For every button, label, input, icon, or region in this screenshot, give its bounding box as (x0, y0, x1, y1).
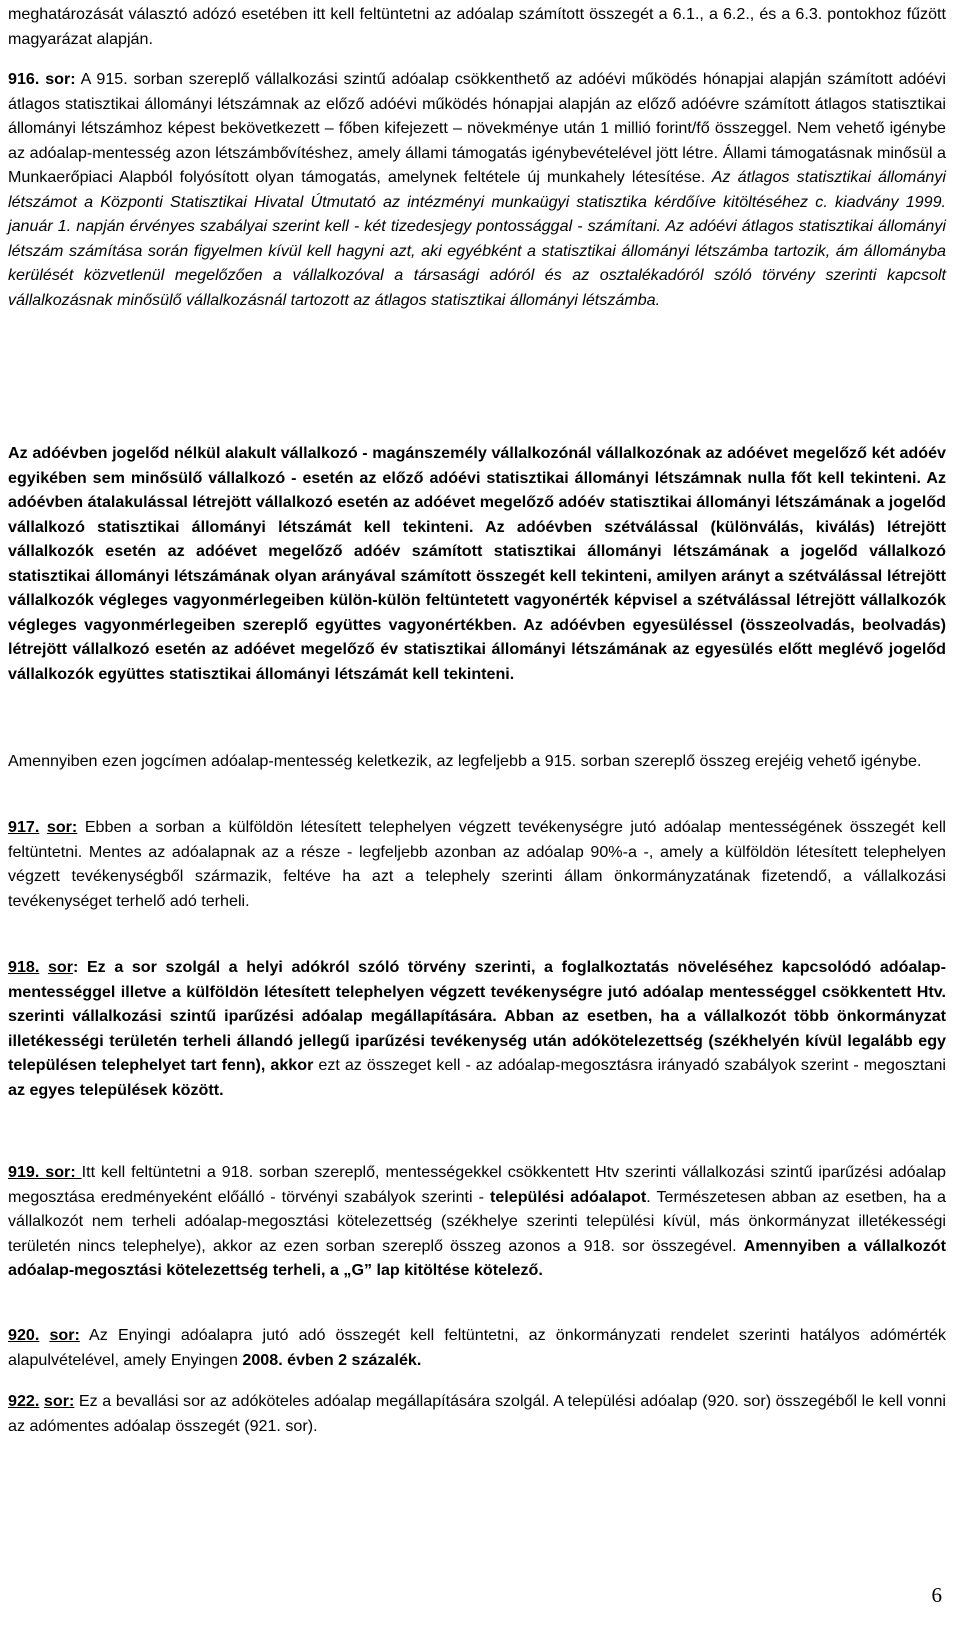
paragraph-text-bold: az egyes települések között. (8, 1080, 224, 1099)
row-label: 919. sor: (8, 1163, 82, 1181)
paragraph-922 (8, 1389, 946, 1438)
paragraph-920 (8, 1323, 946, 1372)
page-number: 6 (931, 1583, 942, 1607)
row-number: 918. (8, 958, 40, 976)
paragraph-text-normal: ezt az összeget kell - az adóalap-megosztásra irányadó szabályok szerint - megosztani (313, 1056, 946, 1074)
paragraph-text-bold: Amennyiben a vállalkozót adóalap-megosztási kötelezettség terheli, a „G” lap kitöltése kötelező. (8, 1236, 946, 1279)
paragraph-text: meghatározását választó adózó esetében itt kell feltüntetni az adóalap számított összegét a 6.1., a 6.2., és a 6.3. pontokhoz fűzött magyarázat alapján. (8, 5, 946, 48)
row-number: 922. (8, 1392, 40, 1410)
paragraph-text: Az adóévben jogelőd nélkül alakult vállalkozó - magánszemély vállalkozónál vállalkozónak az adóévet megelőző két adóév egyikében sem minősülő vállalkozó - esetén az előző adóévi statisztikai állományi létszámnak nulla főt kell tekinteni. Az adóévben átalakulással létrejött vállalkozó esetén az adóévet megelőző adóév statisztikai állományi létszámának a jogelőd vállalkozó statisztikai állományi létszámát kell tekinteni. Az adóévben szétválással (különválás, kiválás) létrejött vállalkozók esetén az adóévet megelőző adóév számított statisztikai állományi létszámának a jogelőd vállalkozó statisztikai állományi létszámának olyan arányával számított összegét kell tekinteni, amilyen arányt a szétválással létrejött vállalkozók végleges vagyonmérlegeiben külön-külön feltüntetett vagyonérték képvisel a szétválással létrejött vállalkozók végleges vagyonmérlegeiben szereplő együttes vagyonértékben. Az adóévben egyesüléssel (összeolvadás, beolvadás) létrejött vállalkozó esetén az adóévet megelőző év statisztikai állományi létszámának az egyesülés előtt meglévő jogelőd vállalkozók együttes statisztikai állományi létszámát kell tekinteni. (8, 444, 946, 683)
paragraph-text-bold: 2008. évben 2 százalék. (242, 1350, 422, 1369)
paragraph-intro (8, 2, 946, 51)
paragraph-text: Ez a sor szolgál a helyi adókról szóló törvény szerinti, a foglalkoztatás növeléséhez kapcsolódó adóalap-mentességgel illetve a külföldön létesített telephelyen végzett tevékenységre jutó adóalap mentességgel csökkentett Htv. szerinti vállalkozási szintű iparűzési adóalap megállapítására. Abban az esetben, ha a vállalkozót több önkormányzat illetékességi területén terheli állandó jellegű iparűzési tevékenység után adókötelezettség (székhelyén kívül legalább egy településen telephelyet tart fenn), akkor (8, 958, 947, 1074)
paragraph-text: Az Enyingi adóalapra jutó adó összegét kell feltüntetni, az önkormányzati rendelet szerinti hatályos adómérték alapulvételével, amely Enyingen (8, 1326, 946, 1369)
paragraph-text-italic: Az átlagos statisztikai állományi létszámot a Központi Statisztikai Hivatal Útmutató az intézményi munkaügyi statisztika kérdőíve kitöltéséhez c. kiadvány 1999. január 1. napján érvényes szabályai szerint kell - két tizedesjegy pontossággal - számítani. Az adóévi átlagos statisztikai állományi létszám számítása során figyelmen kívül kell hagyni azt, aki egyébként a statisztikai állományi létszámba tartozik, ám állományba kerülését közvetlenül megelőzően a vállalkozóval a társasági adóról és az osztalékadóról szóló törvény szerinti kapcsolt vállalkozásnak minősülő vállalkozásnál tartozott az átlagos statisztikai állományi létszámba. (8, 168, 946, 309)
row-label: sor: (43, 1392, 75, 1410)
paragraph-919 (8, 1160, 946, 1283)
paragraph-successor-rules (8, 441, 946, 686)
paragraph-text: A 915. sorban szereplő vállalkozási szintű adóalap csökkenthető az adóévi működés hónapjai alapján számított adóévi átlagos statisztikai állományi létszámnak az előző adóévi működés hónapjai alapján az előző adóévre számított átlagos statisztikai állományi létszámhoz képest bekövetkezett – főben kifejezett – növekménye után 1 millió forint/fő összeggel. Nem vehető igénybe az adóalap-mentesség azon létszámbővítéshez, amely állami támogatás igénybevételével jött létre. Állami támogatásnak minősül a Munkaerőpiaci Alapból folyósított olyan támogatás, amelynek feltétele új munkahely létesítése. (8, 70, 946, 186)
row-label: 916. sor: (8, 70, 76, 88)
paragraph-text-bold: települési adóalapot (489, 1187, 647, 1206)
row-number: 917. (8, 818, 40, 836)
paragraph-text: Itt kell feltüntetni a 918. sorban szereplő, mentességekkel csökkentett Htv szerinti vállalkozási szintű iparűzési adóalap megosztása eredményeként előálló - törvényi szabályok szerinti - (8, 1163, 946, 1206)
row-number: 920. (8, 1326, 40, 1344)
paragraph-limit (8, 749, 946, 774)
paragraph-917 (8, 815, 946, 913)
paragraph-text: Amennyiben ezen jogcímen adóalap-mentesség keletkezik, az legfeljebb a 915. sorban szereplő összeg erejéig vehető igénybe. (8, 752, 922, 770)
paragraph-text: Ebben a sorban a külföldön létesített telephelyen végzett tevékenységre jutó adóalap mentességének összegét kell feltüntetni. Mentes az adóalapnak az a része - legfeljebb azonban az adóalap 90%-a -, amely a külföldön létesített telephelyen végzett tevékenységből származik, feltéve ha azt a telephely szerinti állam önkormányzatának fizetendő, a vállalkozási tevékenységet terhelő adó terheli. (8, 818, 946, 910)
paragraph-text: Ez a bevallási sor az adóköteles adóalap megállapítására szolgál. A települési adóalap (920. sor) összegéből le kell vonni az adómentes adóalap összegét (921. sor). (8, 1392, 946, 1435)
paragraph-918 (8, 955, 946, 1102)
row-label-colon: : (72, 958, 79, 976)
row-label: sor: (49, 1326, 80, 1344)
row-label: sor (47, 958, 73, 976)
row-label: sor: (46, 818, 78, 836)
paragraph-916 (8, 67, 946, 312)
paragraph-text: . Természetesen abban az esetben, ha a vállalkozót nem terheli adóalap-megosztási kötelezettség (székhelye szerinti települési kívül, más önkormányzat illetékességi területén nincs telephelye), akkor az ezen sorban szereplő összeg azonos a 918. sor összegével. (8, 1187, 946, 1255)
